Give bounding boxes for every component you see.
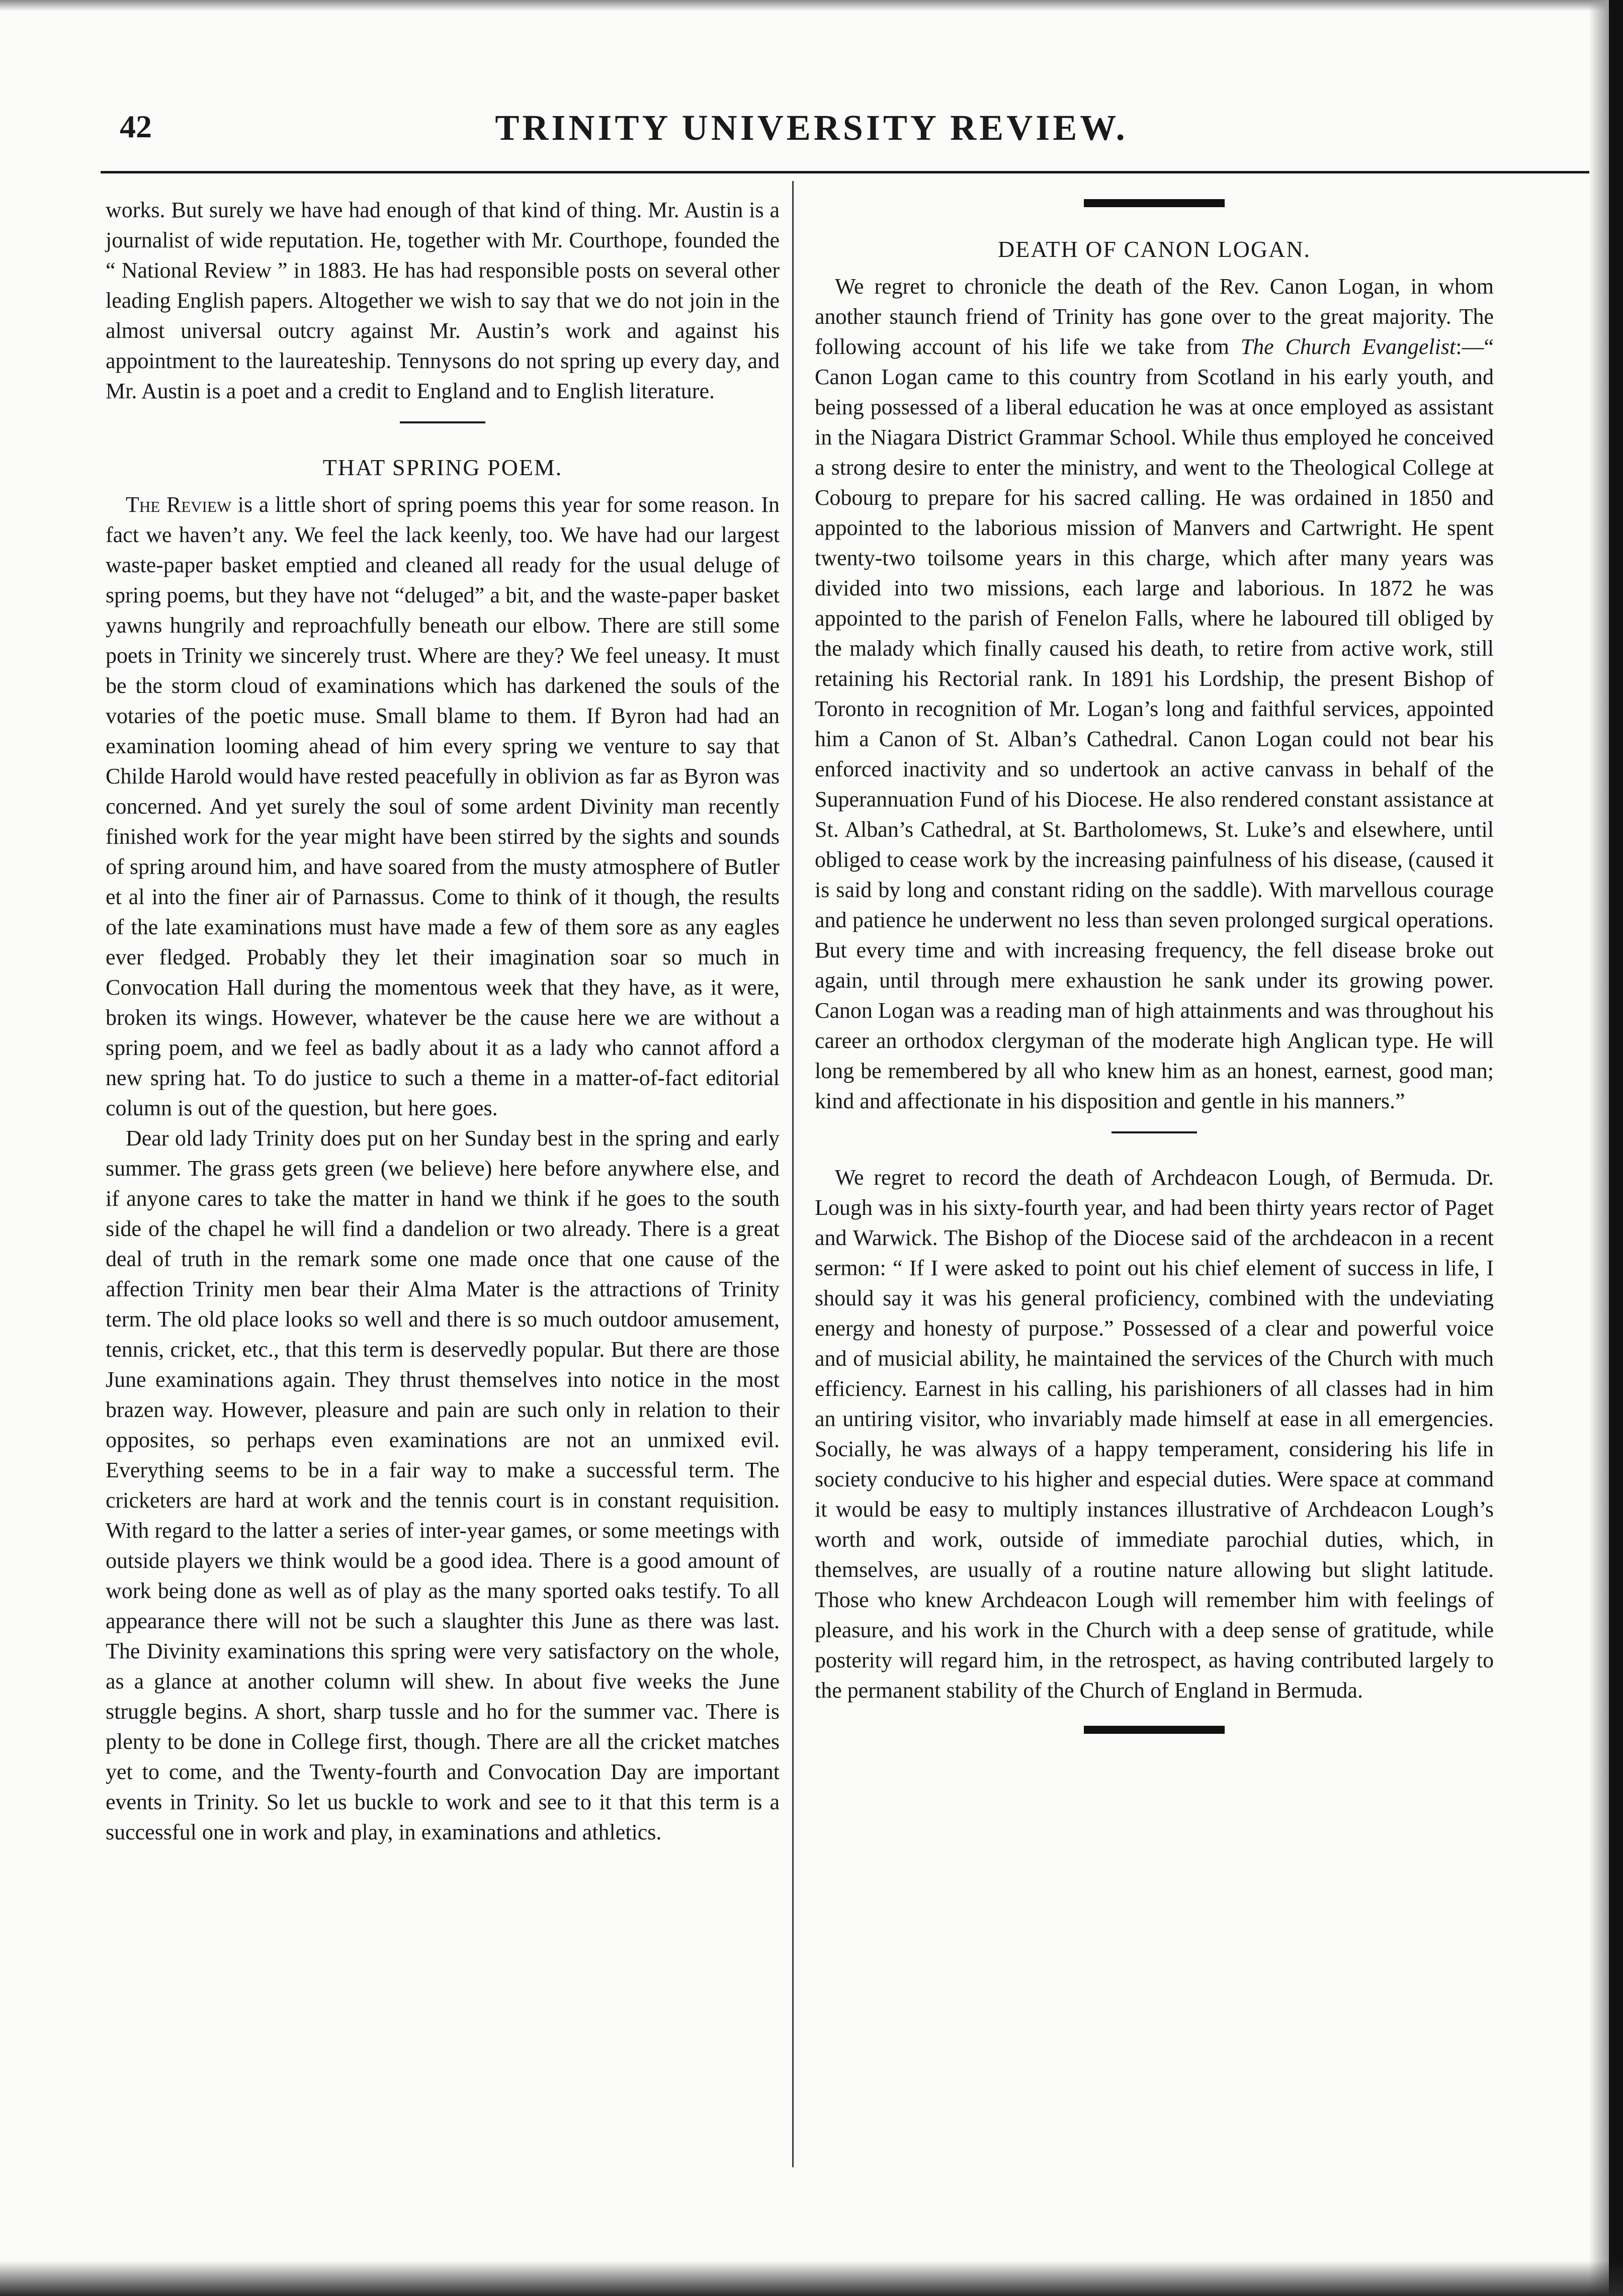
left-column xyxy=(106,195,780,1847)
section-rule xyxy=(1112,1131,1197,1133)
canon-logan-text-end: :—“ Canon Logan came to this country from Scotland in his early youth, and being possessed of a liberal education he was at once employed as assistant in the Niagara District Grammar School. While thus employed he conceived a strong desire to enter the ministry, and went to the Theological College at Cobourg to prepare for his sacred calling. He was ordained in 1850 and appointed to the laborious mission of Manvers and Cartwright. He spent twenty-two toilsome years in this charge, which after many years was divided into two missions, each large and laborious. In 1872 he was appointed to the parish of Fenelon Falls, where he laboured till obliged by the malady which finally caused his death, to retire from active work, still retaining his Rectorial rank. In 1891 his Lordship, the present Bishop of Toronto in recognition of Mr. Logan’s long and faithful services, appointed him a Canon of St. Alban’s Cathedral. Canon Logan could not bear his enforced inactivity and so undertook an active canvass in behalf of the Superannuation Fund of his Diocese. He also rendered constant assistance at St. Alban’s Cathedral, at St. Bartholomews, St. Luke’s and elsewhere, until obliged to cease work by the increasing painfulness of his disease, (caused it is said by long and constant riding on the saddle). With marvellous courage and patience he underwent no less than seven prolonged surgical operations. But every time and with increasing frequency, the fell disease broke out again, until through mere exhaustion he sank under its growing power. Canon Logan was a reading man of high attainments and was throughout his career an orthodox clergyman of the moderate high Anglican type. He will long be remembered by all who knew him as an honest, earnest, good man; kind and affectionate in his disposition and gentle in his manners.” xyxy=(815,334,1494,1113)
canon-logan-text-start: We regret to chronicle the death of the Rev. Canon Logan, in whom another staunch friend of Trinity has gone over to the great majority. The following account of his life we take from xyxy=(815,274,1494,359)
scan-edge-bottom xyxy=(0,2261,1623,2296)
page-number: 42 xyxy=(120,109,152,144)
lead-in-smallcaps: The Review xyxy=(126,492,232,517)
continued-paragraph: works. But surely we have had enough of that kind of thing. Mr. Austin is a journalist of wide reputation. He, together with Mr. Courthope, founded the “ National Review ” in 1883. He has had responsible posts on several other leading English papers. Altogether we wish to say that we do not join in the almost universal outcry against Mr. Austin’s work and against his appointment to the laureateship. Tennysons do not spring up every day, and Mr. Austin is a poet and a credit to England and to English literature. xyxy=(106,198,780,403)
header-rule xyxy=(101,171,1589,173)
canon-logan-paragraph xyxy=(815,272,1494,1116)
spring-poem-paragraph: Dear old lady Trinity does put on her Sunday best in the spring and early summer. The grass gets green (we believe) here before anywhere else, and if anyone cares to take the matter in hand we think if he goes to the south side of the chapel he will find a dandelion or two already. There is a great deal of truth in the remark some one made once that one cause of the affection Trinity men bear their Alma Mater is the attractions of Trinity term. The old place looks so well and there is so much outdoor amusement, tennis, cricket, etc., that this term is deservedly popular. But there are those June examinations again. They thrust themselves into notice in the most brazen way. However, pleasure and pain are such only in relation to their opposites, so perhaps even examinations are not an unmixed evil. Everything seems to be in a fair way to make a successful term. The cricketers are hard at work and the tennis court is in constant requisition. With regard to the latter a series of inter-year games, or some meetings with outside players we think would be a good idea. There is a good amount of work being done as well as of play as the many sported oaks testify. To all appearance there will not be such a slaughter this June as there was last. The Divinity examinations this spring were very satisfactory on the whole, as a glance at another column will shew. In about five weeks the June struggle begins. A short, sharp tussle and ho for the summer vac. There is plenty to be done in College first, though. There are all the cricket matches yet to come, and the Twenty-fourth and Convocation Day are important events in Trinity. So let us buckle to work and see to it that this term is a successful one in work and play, in examinations and athletics. xyxy=(106,1126,780,1844)
spring-poem-paragraph-text: is a little short of spring poems this year for some reason. In fact we haven’t any. We feel the lack keenly, too. We have had our largest waste-paper basket emptied and cleaned all ready for the usual deluge of spring poems, but they have not “deluged” a bit, and the waste-paper basket yawns hungrily and reproachfully beneath our elbow. There are still some poets in Trinity we sincerely trust. Where are they? We feel uneasy. It must be the storm cloud of examinations which has darkened the souls of the votaries of the poetic muse. Small blame to them. If Byron had had an examination looming ahead of him every spring we venture to say that Childe Harold would have rested peacefully in oblivion as far as Byron was concerned. And yet surely the soul of some ardent Divinity man recently finished work for the year might have been stirred by the sights and sounds of spring around him, and have soared from the musty atmosphere of Butler et al into the finer air of Parnassus. Come to think of it though, the results of the late examinations must have made a few of them sore as any eagles ever fledged. Probably they let their imagination soar so much in Convocation Hall during the momentous week that they have, as it were, broken its wings. However, whatever be the cause here we are without a spring poem, and we feel as badly about it as a lady who cannot afford a new spring hat. To do justice to such a theme in a matter-of-fact editorial column is out of the question, but here goes. xyxy=(106,492,780,1120)
source-citation: The Church Evangelist xyxy=(1240,334,1456,359)
canon-logan-title: DEATH OF CANON LOGAN. xyxy=(997,236,1311,262)
right-column xyxy=(815,195,1494,1734)
spring-poem-paragraph xyxy=(106,490,780,1123)
archdeacon-lough-paragraph: We regret to record the death of Archdeacon Lough, of Bermuda. Dr. Lough was in his sixty-fourth year, and had been thirty years rector of Paget and Warwick. The Bishop of the Diocese said of the archdeacon in a recent sermon: “ If I were asked to point out his chief element of success in life, I should say it was his general proficiency, combined with the undeviating energy and honesty of purpose.” Possessed of a clear and powerful voice and of musicial ability, he maintained the services of the Church with much efficiency. Earnest in his calling, his parishioners of all classes had in him an untiring visitor, who invariably made himself at ease in all emergencies. Socially, he was always of a happy temperament, considering his life in society conducive to his higher and especial duties. Were space at command it would be easy to multiply instances illustrative of Archdeacon Lough’s worth and work, outside of immediate parochial duties, which, in themselves, are usually of a routine nature allowing but slight latitude. Those who knew Archdeacon Lough will remember him with feelings of pleasure, and his work in the Church with a deep sense of gratitude, while posterity will regard him, in the retrospect, as having contributed largely to the permanent stability of the Church of England in Bermuda. xyxy=(815,1165,1494,1703)
running-head: TRINITY UNIVERSITY REVIEW. xyxy=(495,108,1128,148)
section-rule xyxy=(400,421,485,423)
heavy-ornament-rule xyxy=(1084,199,1225,207)
column-divider xyxy=(792,181,794,2167)
spring-poem-title: THAT SPRING POEM. xyxy=(322,455,563,480)
scan-edge-shadow xyxy=(1589,0,1609,2296)
heavy-ornament-rule xyxy=(1084,1726,1225,1734)
scan-edge-right xyxy=(1609,0,1623,2296)
scan-edge-top xyxy=(0,0,1623,11)
